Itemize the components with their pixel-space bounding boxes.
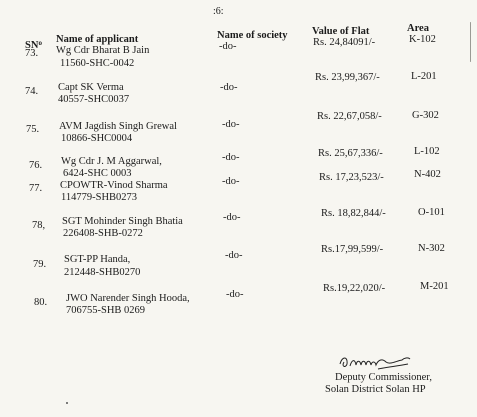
row-area: N-402 bbox=[414, 169, 441, 180]
row-society: -do- bbox=[222, 119, 240, 130]
row-name: JWO Narender Singh Hooda, bbox=[66, 293, 190, 304]
row-name: Capt SK Verma bbox=[58, 82, 124, 93]
row-society: -do- bbox=[223, 212, 241, 223]
row-area: K-102 bbox=[409, 34, 436, 45]
row-name: CPOWTR-Vinod Sharma bbox=[60, 180, 168, 191]
row-value: Rs. 17,23,523/- bbox=[319, 172, 384, 183]
row-value: Rs. 25,67,336/- bbox=[318, 148, 383, 159]
header-sno: $SN^o$ bbox=[25, 39, 42, 51]
row-code: 11560-SHC-0042 bbox=[60, 58, 135, 69]
scan-speck bbox=[66, 402, 68, 404]
row-society: -do- bbox=[219, 41, 237, 52]
row-code: 40557-SHC0037 bbox=[58, 94, 130, 105]
header-value: Value of Flat bbox=[312, 26, 370, 37]
row-society: -do- bbox=[225, 250, 243, 261]
row-code: 114779-SHB0273 bbox=[61, 192, 138, 203]
row-name: SGT-PP Handa, bbox=[64, 254, 131, 265]
row-value: Rs. 18,82,844/- bbox=[321, 208, 386, 219]
header-society: Name of society bbox=[217, 30, 288, 41]
row-sno: 80. bbox=[34, 297, 48, 308]
row-area: O-101 bbox=[418, 207, 445, 218]
row-sno: 74. bbox=[25, 86, 39, 97]
row-area: L-201 bbox=[411, 71, 437, 82]
row-code: 212448-SHB0270 bbox=[64, 267, 141, 278]
row-sno: 79. bbox=[33, 259, 47, 270]
header-area: Area bbox=[407, 23, 429, 34]
row-area: N-302 bbox=[418, 243, 445, 254]
row-code: 706755-SHB 0269 bbox=[66, 305, 146, 316]
row-area: M-201 bbox=[420, 281, 449, 292]
row-area: L-102 bbox=[414, 146, 440, 157]
signature-office: Solan District Solan HP bbox=[325, 384, 426, 395]
signature-title: Deputy Commissioner, bbox=[335, 372, 432, 383]
signature-scribble-icon bbox=[338, 352, 418, 374]
row-code: 6424-SHC 0003 bbox=[63, 168, 132, 179]
row-sno: 78, bbox=[32, 220, 46, 231]
row-sno: 73. bbox=[25, 48, 39, 59]
page-number: :6: bbox=[213, 6, 224, 17]
row-sno: 76. bbox=[29, 160, 43, 171]
row-society: -do- bbox=[220, 82, 238, 93]
row-name: Wg Cdr Bharat B Jain bbox=[56, 45, 150, 56]
row-code: 226408-SHB-0272 bbox=[63, 228, 143, 239]
row-value: Rs.17,99,599/- bbox=[321, 244, 384, 255]
row-code: 10866-SHC0004 bbox=[61, 133, 133, 144]
row-society: -do- bbox=[222, 152, 240, 163]
row-name: AVM Jagdish Singh Grewal bbox=[59, 121, 177, 132]
row-value: Rs.19,22,020/- bbox=[323, 283, 386, 294]
row-society: -do- bbox=[226, 289, 244, 300]
row-value: Rs. 24,84091/- bbox=[313, 37, 376, 48]
scan-edge-mark bbox=[470, 22, 471, 62]
row-society: -do- bbox=[222, 176, 240, 187]
row-sno: 77. bbox=[29, 183, 43, 194]
row-area: G-302 bbox=[412, 110, 439, 121]
row-value: Rs. 22,67,058/- bbox=[317, 111, 382, 122]
row-value: Rs. 23,99,367/- bbox=[315, 72, 380, 83]
header-applicant: Name of applicant bbox=[56, 34, 139, 45]
row-sno: 75. bbox=[26, 124, 40, 135]
row-name: SGT Mohinder Singh Bhatia bbox=[62, 216, 183, 227]
row-name: Wg Cdr J. M Aggarwal, bbox=[61, 156, 162, 167]
